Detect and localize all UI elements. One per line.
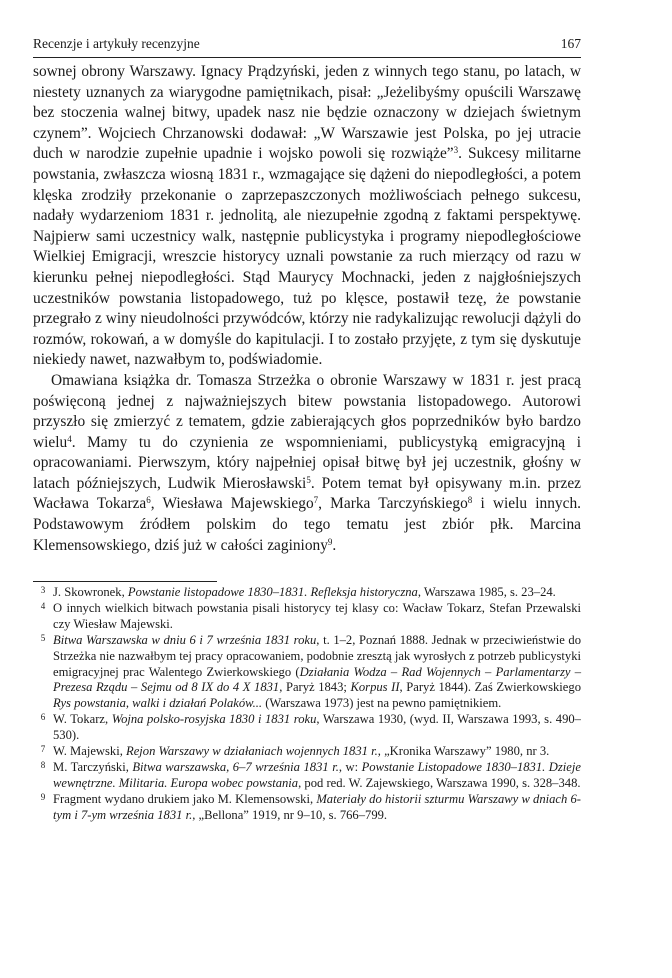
footnote-number: 6 (40, 712, 46, 723)
footnote-text (53, 792, 581, 824)
footnote-number: 4 (40, 600, 46, 611)
text-run: , „Kronika Warszawy” 1980, nr 3. (377, 744, 550, 759)
footnote-7 (33, 744, 581, 760)
text-run: , Wiesława Majewskiego (150, 495, 314, 513)
footnotes (33, 585, 581, 824)
text-run: Fragment wydano drukiem jako M. Klemensowski, (53, 791, 317, 806)
text-run: . (332, 536, 337, 554)
section-title: Recenzje i artykuły recenzyjne (33, 36, 200, 51)
footnote-number: 8 (40, 759, 46, 770)
text-run: . Sukcesy militarne powstania, zwłaszcza wiosną 1831 r., wzmagające się dążeni do niepodległości, a potem klęska zrodziły przekonanie o zaprzepaszczonych możliwościach pełnego sukcesu, nadały wydarzeniom 1831 r. jednolitą, ale niezupełnie zgodną z faktami perspektywę. Najpierw sami uczestnicy walk, następnie publicystyka i programy niepodległościowe Wielkiej Emigracji, wreszcie historycy uznali powstanie za ruch mierzący od razu w kierunku pełnej niepodległości. Stąd Maurycy Mochnacki, jeden z najgłośniejszych uczestników powstania listopadowego, tuż po klęsce, postawił tezę, że powstanie przegrało z winy nieudolności przywódców, którzy nie radykalizując rewolucji dążyli do rozmów, rokowań, a w domyśle do kapitulacji. I to zostało przyjęte, z tym się dyskutuje niekiedy nawet, nazwałbym to, podświadomie. (33, 145, 582, 369)
text-run: , pod red. W. Zajewskiego, Warszawa 1990, s. 328–348. (298, 775, 581, 790)
footnote-ref: 9 (327, 536, 333, 547)
title-italic: Materiały do historii szturmu Warszawy w dniach 6-tym i 7-ym września 1831 r. (53, 791, 581, 822)
title-italic: Bitwa Warszawska w dniu 6 i 7 września 1831 roku (53, 632, 317, 647)
header-rule (33, 57, 581, 58)
text-run: W. Majewski, (53, 744, 126, 759)
footnote-text (53, 633, 581, 713)
text-run: , Paryż 1843; (279, 680, 351, 695)
footnote-number: 3 (40, 585, 46, 595)
footnote-text (53, 712, 581, 744)
title-italic: Wojna polsko-rosyjska 1830 i 1831 roku (111, 712, 317, 727)
text-run: O innych wielkich bitwach powstania pisali historycy tej klasy co: Wacław Tokarz, Stefan Przewalski czy Wiesław Majewski. (53, 600, 581, 631)
text-run: , Paryż 1844). Zaś Zwierkowskiego (399, 680, 581, 695)
footnote-ref: 7 (313, 495, 319, 506)
text-run: Omawiana książka dr. Tomasza Strzeżka o obronie Warszawy w 1831 r. jest pracą poświęconą jednej z najważniejszych bitew powstania listopadowego. Autorowi przyszło się zmierzyć z tematem, gdzie zabierających głos poprzedników było bardzo wielu (33, 371, 581, 451)
text-run: M. Tarczyński, (53, 759, 133, 774)
footnote-9 (33, 792, 581, 824)
text-run: (Warszawa 1973) jest na pewno pamiętnikiem. (262, 696, 502, 711)
text-run: sownej obrony Warszawy. Ignacy Prądzyński, jeden z winnych tego stanu, po latach, w niestety uznanych za wiarygodne pamiętnikach, pisał: „Jeżelibyśmy opuścili Warszawę bez stoczenia walnej bitwy, upadek nasz nie będzie oznaczony w dziejach świetnym czynem”. Wojciech Chrzanowski dodawał: „W Warszawie jest Polska, po jej utracie duch w narodzie zupełnie upadnie i wojsko powoli się rozwiąże” (33, 63, 581, 163)
text-run: , w: (338, 759, 362, 774)
text-run: . Potem temat był opisywany m.in. przez Wacława Tokarza (33, 474, 581, 513)
title-italic: Powstanie Listopadowe 1830–1831. Dzieje wewnętrzne. Militaria. Europa wobec powstania (53, 759, 581, 790)
text-run: , Warszawa 1930, (wyd. II, Warszawa 1993, s. 490–530). (53, 712, 581, 743)
footnote-5 (33, 633, 581, 713)
footnote-ref: 3 (453, 145, 459, 156)
footnote-text (53, 744, 581, 760)
paragraph-1 (33, 62, 581, 371)
text-run: , t. 1–2, Poznań 1888. Jednak w przeciwieństwie do Strzeżka nie nazwałbym tej pracy opracowaniem, podobnie zresztą jak wyrosłych z potrzeb publicystyki emigracyjnej prac Walentego Zwierkowskiego ( (53, 632, 582, 679)
title-italic: Działania Wodza – Rad Wojennych – Parlamentarzy – Prezesa Rządu – Sejmu od 8 IX do 4 X 1831 (53, 664, 582, 695)
footnote-number: 5 (40, 632, 46, 643)
footnote-3 (33, 585, 581, 601)
running-header (33, 36, 581, 52)
paragraph-2 (33, 371, 581, 556)
title-italic: Bitwa warszawska, 6–7 września 1831 r. (132, 759, 339, 774)
text-run: i wielu innych. Podstawowym źródłem polskim do tego tematu jest zbiór płk. Marcina Klemensowskiego, dziś już w całości zaginiony (33, 495, 581, 554)
footnote-text (53, 585, 581, 601)
footnote-8 (33, 760, 581, 792)
footnote-number: 9 (40, 791, 46, 802)
title-italic: Rys powstania, walki i działań Polaków... (53, 696, 263, 711)
footnote-4 (33, 601, 581, 633)
footnote-ref: 5 (306, 474, 311, 485)
footnote-6 (33, 712, 581, 744)
text-run: W. Tokarz, (53, 712, 112, 727)
main-text (33, 62, 581, 556)
footnote-number: 7 (40, 744, 46, 755)
footnote-ref: 6 (146, 495, 151, 506)
text-run: , Marka Tarczyńskiego (318, 495, 468, 513)
footnote-ref: 4 (67, 433, 72, 444)
page-number: 167 (560, 36, 581, 51)
footnote-rule (33, 581, 217, 582)
footnote-text (53, 760, 581, 792)
text-run: J. Skowronek, (53, 585, 128, 599)
text-run: , „Bellona” 1919, nr 9–10, s. 766–799. (192, 807, 388, 822)
footnote-text (53, 601, 581, 633)
text-run: , Warszawa 1985, s. 23–24. (417, 585, 556, 599)
title-italic: Korpus II (350, 680, 400, 695)
title-italic: Rejon Warszawy w działaniach wojennych 1831 r. (126, 744, 378, 759)
footnote-ref: 8 (467, 495, 473, 506)
text-run: . Mamy tu do czynienia ze wspomnieniami, publicystyką emigracyjną i opracowaniami. Pierwszym, który najpełniej opisał bitwę był jej uczestnik, głośny w latach późniejszych, Ludwik Mierosławski (33, 433, 581, 492)
title-italic: Powstanie listopadowe 1830–1831. Refleksja historyczna (127, 585, 418, 599)
